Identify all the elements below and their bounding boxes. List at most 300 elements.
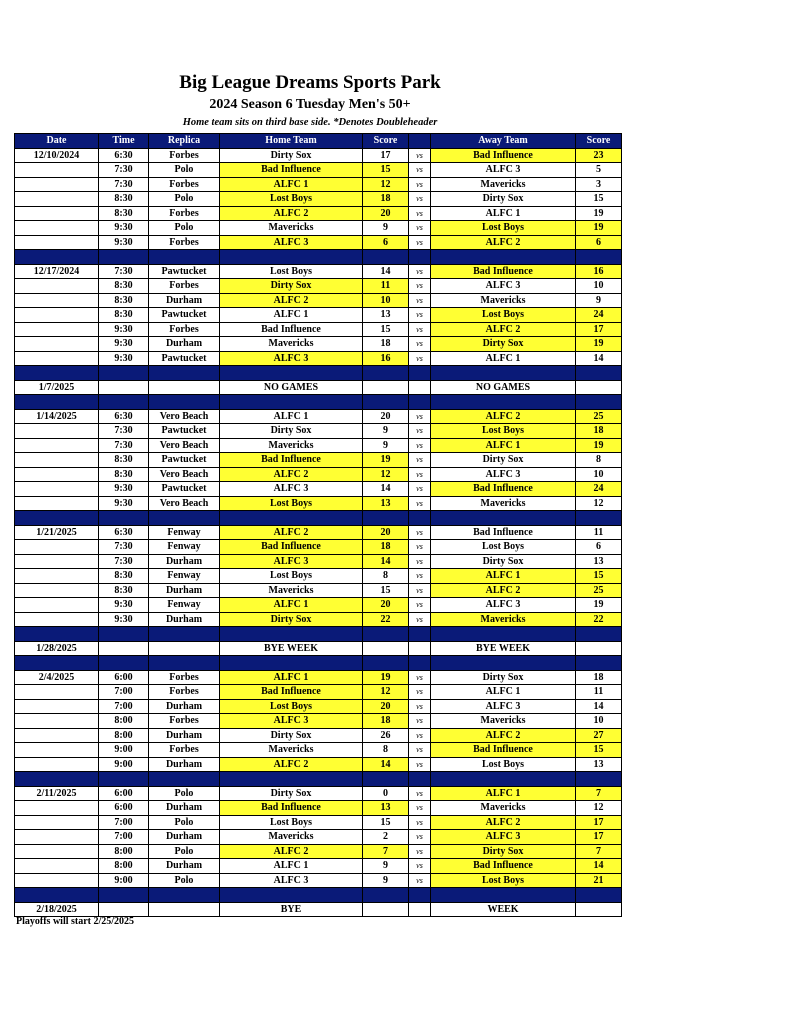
replica-cell: Durham — [149, 293, 220, 308]
header-time: Time — [99, 134, 149, 149]
replica-cell: Durham — [149, 859, 220, 874]
away-team-cell: ALFC 2 — [431, 815, 576, 830]
week-separator — [15, 250, 622, 265]
separator-cell — [431, 366, 576, 381]
replica-cell: Forbes — [149, 177, 220, 192]
game-row — [15, 424, 622, 439]
home-special-cell: BYE — [220, 902, 363, 917]
away-team-cell: Mavericks — [431, 496, 576, 511]
separator-cell — [15, 511, 99, 526]
away-team-cell: Lost Boys — [431, 757, 576, 772]
separator-cell — [576, 888, 622, 903]
date-cell — [15, 206, 99, 221]
game-row — [15, 322, 622, 337]
home-team-cell: ALFC 1 — [220, 308, 363, 323]
game-row — [15, 192, 622, 207]
home-score-cell: 18 — [363, 337, 409, 352]
home-team-cell: Dirty Sox — [220, 728, 363, 743]
date-cell — [15, 859, 99, 874]
vs-cell: vs — [409, 612, 431, 627]
vs-cell: vs — [409, 540, 431, 555]
away-score-cell: 15 — [576, 192, 622, 207]
game-row — [15, 685, 622, 700]
replica-cell: Polo — [149, 221, 220, 236]
away-team-cell: Dirty Sox — [431, 192, 576, 207]
vs-cell: vs — [409, 786, 431, 801]
game-row — [15, 583, 622, 598]
home-team-cell: Dirty Sox — [220, 279, 363, 294]
away-score-cell: 8 — [576, 453, 622, 468]
home-score-cell: 26 — [363, 728, 409, 743]
vs-cell: vs — [409, 685, 431, 700]
home-score-cell: 18 — [363, 192, 409, 207]
vs-cell — [409, 380, 431, 395]
date-cell — [15, 873, 99, 888]
time-cell: 9:30 — [99, 235, 149, 250]
time-cell: 9:30 — [99, 351, 149, 366]
separator-cell — [99, 772, 149, 787]
game-row — [15, 728, 622, 743]
away-team-cell: ALFC 3 — [431, 699, 576, 714]
home-team-cell: Mavericks — [220, 221, 363, 236]
separator-cell — [149, 656, 220, 671]
schedule-body — [15, 148, 622, 917]
date-cell — [15, 467, 99, 482]
home-score-cell: 0 — [363, 786, 409, 801]
separator-cell — [149, 772, 220, 787]
away-score-cell — [576, 902, 622, 917]
separator-cell — [220, 772, 363, 787]
away-score-cell: 18 — [576, 424, 622, 439]
time-cell: 7:30 — [99, 438, 149, 453]
date-cell — [15, 337, 99, 352]
separator-cell — [99, 250, 149, 265]
time-cell: 7:00 — [99, 699, 149, 714]
time-cell: 7:30 — [99, 177, 149, 192]
away-score-cell — [576, 641, 622, 656]
vs-cell: vs — [409, 177, 431, 192]
time-cell: 8:00 — [99, 728, 149, 743]
home-team-cell: ALFC 3 — [220, 351, 363, 366]
home-team-cell: Bad Influence — [220, 322, 363, 337]
date-cell — [15, 279, 99, 294]
home-team-cell: Lost Boys — [220, 264, 363, 279]
home-team-cell: ALFC 2 — [220, 206, 363, 221]
vs-cell: vs — [409, 279, 431, 294]
away-team-cell: Lost Boys — [431, 424, 576, 439]
away-team-cell: ALFC 1 — [431, 351, 576, 366]
replica-cell: Durham — [149, 612, 220, 627]
home-score-cell: 20 — [363, 598, 409, 613]
vs-cell: vs — [409, 525, 431, 540]
away-score-cell: 24 — [576, 308, 622, 323]
home-score-cell — [363, 902, 409, 917]
home-score-cell: 15 — [363, 815, 409, 830]
separator-cell — [220, 395, 363, 410]
vs-cell: vs — [409, 351, 431, 366]
date-cell — [15, 453, 99, 468]
game-row — [15, 612, 622, 627]
date-cell — [15, 351, 99, 366]
away-team-cell: ALFC 3 — [431, 279, 576, 294]
home-team-cell: Bad Influence — [220, 540, 363, 555]
vs-cell: vs — [409, 337, 431, 352]
away-score-cell: 16 — [576, 264, 622, 279]
time-cell — [99, 902, 149, 917]
away-team-cell: Dirty Sox — [431, 554, 576, 569]
time-cell: 9:00 — [99, 757, 149, 772]
away-score-cell: 14 — [576, 699, 622, 714]
time-cell: 7:00 — [99, 830, 149, 845]
away-team-cell: ALFC 2 — [431, 322, 576, 337]
away-score-cell: 24 — [576, 482, 622, 497]
home-score-cell: 13 — [363, 496, 409, 511]
separator-cell — [220, 656, 363, 671]
game-row — [15, 351, 622, 366]
home-score-cell: 9 — [363, 438, 409, 453]
game-row — [15, 714, 622, 729]
game-row — [15, 554, 622, 569]
header-away-team: Away Team — [431, 134, 576, 149]
away-special-cell: BYE WEEK — [431, 641, 576, 656]
away-score-cell: 17 — [576, 815, 622, 830]
replica-cell: Fenway — [149, 525, 220, 540]
replica-cell — [149, 380, 220, 395]
home-score-cell: 20 — [363, 409, 409, 424]
separator-cell — [431, 656, 576, 671]
away-team-cell: Mavericks — [431, 612, 576, 627]
time-cell: 8:30 — [99, 583, 149, 598]
away-score-cell: 12 — [576, 496, 622, 511]
time-cell: 9:00 — [99, 873, 149, 888]
home-score-cell: 10 — [363, 293, 409, 308]
time-cell: 9:30 — [99, 221, 149, 236]
separator-cell — [220, 511, 363, 526]
game-row — [15, 279, 622, 294]
schedule-note: Home team sits on third base side. *Denotes Doubleheader — [182, 117, 438, 128]
vs-cell: vs — [409, 467, 431, 482]
away-team-cell: Dirty Sox — [431, 453, 576, 468]
away-team-cell: Bad Influence — [431, 264, 576, 279]
away-score-cell: 25 — [576, 583, 622, 598]
game-row — [15, 525, 622, 540]
separator-cell — [363, 395, 409, 410]
separator-cell — [431, 250, 576, 265]
away-score-cell: 22 — [576, 612, 622, 627]
game-row — [15, 482, 622, 497]
replica-cell: Vero Beach — [149, 467, 220, 482]
separator-cell — [409, 656, 431, 671]
away-team-cell: Bad Influence — [431, 859, 576, 874]
home-score-cell: 15 — [363, 163, 409, 178]
replica-cell: Pawtucket — [149, 482, 220, 497]
game-row — [15, 206, 622, 221]
replica-cell: Polo — [149, 786, 220, 801]
replica-cell: Polo — [149, 815, 220, 830]
away-score-cell: 17 — [576, 830, 622, 845]
separator-cell — [409, 772, 431, 787]
separator-cell — [15, 366, 99, 381]
away-team-cell: Bad Influence — [431, 525, 576, 540]
home-score-cell: 2 — [363, 830, 409, 845]
time-cell: 6:30 — [99, 525, 149, 540]
home-team-cell: ALFC 1 — [220, 670, 363, 685]
date-cell — [15, 685, 99, 700]
date-cell: 12/10/2024 — [15, 148, 99, 163]
date-cell — [15, 801, 99, 816]
replica-cell: Durham — [149, 728, 220, 743]
home-team-cell: Bad Influence — [220, 801, 363, 816]
home-score-cell — [363, 380, 409, 395]
home-team-cell: Mavericks — [220, 337, 363, 352]
home-team-cell: ALFC 3 — [220, 873, 363, 888]
replica-cell: Pawtucket — [149, 351, 220, 366]
away-team-cell: Bad Influence — [431, 482, 576, 497]
separator-cell — [431, 511, 576, 526]
special-week-row — [15, 902, 622, 917]
home-score-cell: 13 — [363, 308, 409, 323]
time-cell — [99, 641, 149, 656]
vs-cell: vs — [409, 322, 431, 337]
date-cell — [15, 424, 99, 439]
home-team-cell: ALFC 1 — [220, 177, 363, 192]
home-special-cell: NO GAMES — [220, 380, 363, 395]
vs-cell: vs — [409, 221, 431, 236]
replica-cell: Durham — [149, 801, 220, 816]
separator-cell — [363, 627, 409, 642]
away-team-cell: Mavericks — [431, 293, 576, 308]
vs-cell: vs — [409, 714, 431, 729]
separator-cell — [431, 772, 576, 787]
away-score-cell: 23 — [576, 148, 622, 163]
time-cell: 6:30 — [99, 409, 149, 424]
separator-cell — [149, 250, 220, 265]
separator-cell — [576, 250, 622, 265]
time-cell: 9:30 — [99, 322, 149, 337]
time-cell: 8:30 — [99, 569, 149, 584]
time-cell: 9:30 — [99, 612, 149, 627]
away-team-cell: ALFC 2 — [431, 409, 576, 424]
game-row — [15, 743, 622, 758]
time-cell: 8:30 — [99, 206, 149, 221]
game-row — [15, 859, 622, 874]
separator-cell — [576, 511, 622, 526]
replica-cell: Vero Beach — [149, 409, 220, 424]
date-cell — [15, 293, 99, 308]
separator-cell — [220, 366, 363, 381]
replica-cell: Pawtucket — [149, 264, 220, 279]
away-score-cell: 21 — [576, 873, 622, 888]
time-cell: 8:00 — [99, 714, 149, 729]
separator-cell — [363, 888, 409, 903]
away-team-cell: ALFC 3 — [431, 598, 576, 613]
home-score-cell: 12 — [363, 177, 409, 192]
header-home-score: Score — [363, 134, 409, 149]
vs-cell: vs — [409, 728, 431, 743]
vs-cell: vs — [409, 699, 431, 714]
home-team-cell: Mavericks — [220, 830, 363, 845]
vs-cell — [409, 902, 431, 917]
replica-cell: Durham — [149, 699, 220, 714]
away-score-cell: 25 — [576, 409, 622, 424]
game-row — [15, 873, 622, 888]
game-row — [15, 177, 622, 192]
vs-cell: vs — [409, 757, 431, 772]
week-separator — [15, 627, 622, 642]
home-team-cell: ALFC 3 — [220, 714, 363, 729]
home-team-cell: Lost Boys — [220, 569, 363, 584]
away-score-cell: 15 — [576, 569, 622, 584]
home-team-cell: Dirty Sox — [220, 148, 363, 163]
vs-cell: vs — [409, 264, 431, 279]
date-cell: 12/17/2024 — [15, 264, 99, 279]
away-score-cell: 7 — [576, 786, 622, 801]
home-score-cell: 14 — [363, 482, 409, 497]
season-subtitle: 2024 Season 6 Tuesday Men's 50+ — [209, 97, 411, 112]
playoffs-note: Playoffs will start 2/25/2025 — [16, 916, 135, 927]
time-cell: 6:00 — [99, 786, 149, 801]
home-score-cell: 14 — [363, 264, 409, 279]
away-team-cell: ALFC 2 — [431, 235, 576, 250]
away-team-cell: ALFC 1 — [431, 206, 576, 221]
away-special-cell: NO GAMES — [431, 380, 576, 395]
away-team-cell: Dirty Sox — [431, 844, 576, 859]
away-score-cell: 11 — [576, 525, 622, 540]
week-separator — [15, 772, 622, 787]
vs-cell: vs — [409, 453, 431, 468]
away-score-cell: 19 — [576, 438, 622, 453]
date-cell — [15, 177, 99, 192]
away-score-cell: 10 — [576, 467, 622, 482]
game-row — [15, 264, 622, 279]
date-cell — [15, 598, 99, 613]
replica-cell: Forbes — [149, 206, 220, 221]
time-cell: 7:30 — [99, 424, 149, 439]
separator-cell — [149, 627, 220, 642]
time-cell: 7:00 — [99, 685, 149, 700]
vs-cell: vs — [409, 148, 431, 163]
date-cell — [15, 612, 99, 627]
separator-cell — [409, 888, 431, 903]
time-cell: 7:30 — [99, 163, 149, 178]
replica-cell: Forbes — [149, 714, 220, 729]
away-team-cell: ALFC 1 — [431, 685, 576, 700]
home-team-cell: ALFC 1 — [220, 409, 363, 424]
away-team-cell: ALFC 1 — [431, 569, 576, 584]
vs-cell: vs — [409, 192, 431, 207]
separator-cell — [149, 366, 220, 381]
home-score-cell: 8 — [363, 743, 409, 758]
replica-cell: Forbes — [149, 148, 220, 163]
away-score-cell: 11 — [576, 685, 622, 700]
vs-cell: vs — [409, 670, 431, 685]
away-team-cell: ALFC 2 — [431, 728, 576, 743]
separator-cell — [15, 888, 99, 903]
home-score-cell: 14 — [363, 554, 409, 569]
date-cell — [15, 583, 99, 598]
home-score-cell: 19 — [363, 453, 409, 468]
header-vs — [409, 134, 431, 149]
game-row — [15, 699, 622, 714]
week-separator — [15, 395, 622, 410]
separator-cell — [409, 511, 431, 526]
vs-cell: vs — [409, 293, 431, 308]
away-team-cell: ALFC 3 — [431, 467, 576, 482]
separator-cell — [99, 627, 149, 642]
home-team-cell: Dirty Sox — [220, 786, 363, 801]
time-cell: 9:30 — [99, 482, 149, 497]
home-score-cell: 15 — [363, 583, 409, 598]
replica-cell: Polo — [149, 163, 220, 178]
home-team-cell: Dirty Sox — [220, 424, 363, 439]
replica-cell: Forbes — [149, 743, 220, 758]
away-score-cell: 9 — [576, 293, 622, 308]
date-cell: 1/7/2025 — [15, 380, 99, 395]
vs-cell: vs — [409, 801, 431, 816]
date-cell — [15, 221, 99, 236]
game-row — [15, 438, 622, 453]
time-cell — [99, 380, 149, 395]
vs-cell: vs — [409, 235, 431, 250]
replica-cell: Fenway — [149, 540, 220, 555]
game-row — [15, 293, 622, 308]
separator-cell — [220, 888, 363, 903]
away-team-cell: ALFC 1 — [431, 438, 576, 453]
vs-cell: vs — [409, 830, 431, 845]
replica-cell: Polo — [149, 192, 220, 207]
date-cell — [15, 830, 99, 845]
replica-cell: Fenway — [149, 598, 220, 613]
time-cell: 8:30 — [99, 453, 149, 468]
date-cell — [15, 482, 99, 497]
away-score-cell: 19 — [576, 221, 622, 236]
home-team-cell: Mavericks — [220, 583, 363, 598]
time-cell: 9:00 — [99, 743, 149, 758]
game-row — [15, 453, 622, 468]
special-week-row — [15, 380, 622, 395]
separator-cell — [363, 656, 409, 671]
date-cell: 2/11/2025 — [15, 786, 99, 801]
away-score-cell: 3 — [576, 177, 622, 192]
home-score-cell: 9 — [363, 221, 409, 236]
vs-cell: vs — [409, 569, 431, 584]
separator-cell — [99, 656, 149, 671]
date-cell — [15, 540, 99, 555]
date-cell — [15, 438, 99, 453]
header-row — [15, 134, 622, 149]
separator-cell — [15, 395, 99, 410]
replica-cell — [149, 902, 220, 917]
home-team-cell: ALFC 2 — [220, 467, 363, 482]
time-cell: 9:30 — [99, 496, 149, 511]
schedule-table — [14, 133, 622, 917]
time-cell: 7:30 — [99, 264, 149, 279]
home-score-cell: 9 — [363, 873, 409, 888]
date-cell — [15, 163, 99, 178]
away-team-cell: Mavericks — [431, 801, 576, 816]
replica-cell: Fenway — [149, 569, 220, 584]
separator-cell — [363, 366, 409, 381]
time-cell: 8:30 — [99, 293, 149, 308]
game-row — [15, 467, 622, 482]
date-cell — [15, 569, 99, 584]
home-team-cell: ALFC 2 — [220, 293, 363, 308]
game-row — [15, 844, 622, 859]
separator-cell — [431, 395, 576, 410]
away-score-cell: 19 — [576, 206, 622, 221]
away-score-cell — [576, 380, 622, 395]
away-team-cell: ALFC 3 — [431, 163, 576, 178]
